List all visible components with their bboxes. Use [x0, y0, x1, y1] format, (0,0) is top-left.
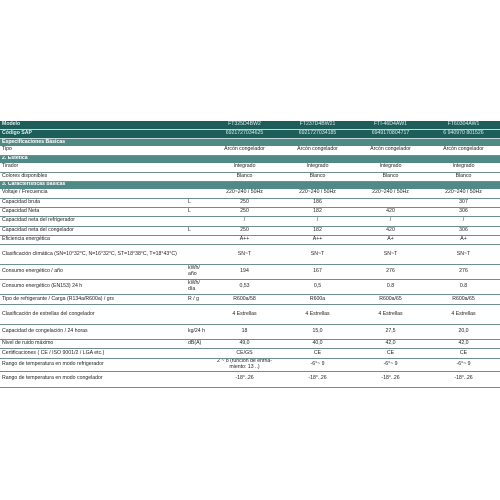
spec-value: 0,5	[313, 283, 322, 290]
spec-value: /	[243, 217, 246, 224]
spec-value: -18°..26	[381, 375, 400, 382]
spec-unit	[186, 146, 208, 155]
section-title: Especificaciones Básicas	[0, 139, 500, 147]
spec-value: 306	[459, 226, 468, 233]
spec-value: /	[462, 217, 465, 224]
spec-value: 220~240 / 50Hz	[372, 189, 409, 196]
spec-unit: L	[188, 198, 191, 205]
spec-value: CE	[313, 349, 322, 356]
spec-value: SN~T	[310, 250, 325, 257]
spec-value: 0,53	[239, 283, 250, 290]
spec-label: Clasificación de estrellas del congelador	[2, 310, 95, 317]
spec-value: -6°~ 9	[456, 360, 471, 367]
spec-label: Rango de temperatura en modo congelador	[2, 375, 103, 382]
header-value: FT237D4BW21	[281, 121, 354, 130]
spec-unit	[186, 172, 208, 181]
spec-value: SN~T	[456, 250, 471, 257]
spec-label: Nivel de ruido máximo	[2, 340, 54, 347]
spec-value: 182	[313, 226, 322, 233]
spec-value: 220~240 / 50Hz	[445, 189, 482, 196]
spec-table-body	[0, 121, 500, 387]
spec-value: A+	[460, 236, 467, 243]
spec-unit	[186, 305, 208, 325]
spec-value: 186	[313, 198, 322, 205]
spec-row	[0, 280, 500, 295]
spec-value: 220~240 / 50Hz	[226, 189, 263, 196]
spec-value: 167	[313, 268, 322, 275]
spec-unit	[186, 217, 208, 226]
spec-value: 4 Estrellas	[305, 310, 330, 317]
spec-value: 42,0	[458, 340, 469, 347]
spec-value: Arcón congelador	[224, 146, 265, 153]
spec-value: 42,0	[385, 340, 396, 347]
spec-value: 0.8	[459, 283, 468, 290]
spec-value: 49,0	[239, 340, 250, 347]
spec-value: A++	[312, 236, 323, 243]
spec-label: Capacidad Neta	[2, 208, 40, 215]
spec-value: A+	[387, 236, 394, 243]
spec-unit: kWh/ día	[188, 280, 200, 293]
section-header	[0, 181, 500, 189]
spec-label: Voltaje / Frecuencia	[2, 189, 48, 196]
spec-row	[0, 217, 500, 226]
spec-label: Capacidad neta del refrigerador	[2, 217, 75, 224]
spec-row	[0, 371, 500, 387]
spec-value: CE/GS	[236, 349, 253, 356]
spec-value: -18°..26	[235, 375, 254, 382]
spec-value: 250	[240, 226, 249, 233]
spec-value: Integrado	[452, 163, 475, 170]
spec-value: SN~T	[237, 250, 252, 257]
spec-label: Certificaciones ( CE / ISO 9001/2 / LGA etc.)	[2, 349, 105, 356]
spec-label: Capacidad bruta	[2, 198, 41, 205]
spec-value: 276	[459, 268, 468, 275]
spec-label: Capacidad neta del congelador	[2, 226, 74, 233]
header-row	[0, 121, 500, 130]
spec-value: 220~240 / 50Hz	[299, 189, 336, 196]
spec-value: CE	[459, 349, 468, 356]
spec-row	[0, 265, 500, 280]
spec-value: 4 Estrellas	[451, 310, 476, 317]
spec-value: CE	[386, 349, 395, 356]
spec-value: R600a/65	[379, 295, 402, 302]
spec-unit	[186, 163, 208, 172]
spec-value: Integrado	[379, 163, 402, 170]
spec-row	[0, 226, 500, 235]
spec-value: 40,0	[312, 340, 323, 347]
spec-value: /	[316, 217, 319, 224]
spec-value: Integrado	[233, 163, 256, 170]
spec-row	[0, 295, 500, 305]
spec-row	[0, 198, 500, 207]
spec-unit	[186, 371, 208, 387]
spec-unit: L	[188, 226, 191, 233]
spec-unit	[186, 235, 208, 244]
spec-row	[0, 146, 500, 155]
spec-value: 420	[386, 208, 395, 215]
header-value: 6921727034185	[281, 130, 354, 139]
spec-unit: kWh/ año	[188, 265, 200, 278]
spec-value: 250	[240, 198, 249, 205]
spec-value: 20,0	[458, 328, 469, 335]
spec-value: 182	[313, 208, 322, 215]
spec-value: /	[389, 217, 392, 224]
spec-row	[0, 305, 500, 325]
spec-value: Blanco	[455, 172, 472, 179]
section-header	[0, 139, 500, 147]
spec-value: 27,5	[385, 328, 396, 335]
spec-row	[0, 245, 500, 265]
section-header	[0, 155, 500, 163]
spec-label: Tipo de refrigerante / Carga (R134a/R600a) / grs	[2, 295, 114, 302]
section-title: 2. Estética	[0, 155, 500, 163]
spec-unit	[186, 358, 208, 371]
header-label: Modelo	[0, 121, 208, 130]
spec-row	[0, 340, 500, 349]
spec-row	[0, 207, 500, 216]
spec-value: 276	[386, 268, 395, 275]
spec-unit	[186, 189, 208, 198]
spec-value: -18°..26	[454, 375, 473, 382]
header-label: Código SAP	[0, 130, 208, 139]
spec-label: Tipo	[2, 146, 12, 153]
spec-label: Tirador	[2, 163, 19, 170]
spec-unit: kg/24 h	[188, 328, 206, 335]
spec-row	[0, 349, 500, 358]
spec-value: 2 ~ 8 (función de enfria-miento: 13 ..)	[217, 358, 272, 370]
spec-unit: L	[188, 208, 191, 215]
spec-value: 420	[386, 226, 395, 233]
spec-value: 4 Estrellas	[378, 310, 403, 317]
spec-value: 250	[240, 208, 249, 215]
spec-label: Consumo energético (EN153) 24 h	[2, 283, 83, 290]
spec-label: Rango de temperatura en modo refrigerador	[2, 360, 104, 367]
spec-value: 4 Estrellas	[232, 310, 257, 317]
spec-row	[0, 358, 500, 371]
spec-value: Integrado	[306, 163, 329, 170]
spec-unit	[186, 349, 208, 358]
header-value: 6921727034625	[208, 130, 281, 139]
spec-row	[0, 172, 500, 181]
spec-label: Colores disponibles	[2, 172, 48, 179]
header-value: FTI-46D4AW1	[354, 121, 427, 130]
spec-label: Eficiencia energética	[2, 236, 50, 243]
spec-value: SN~T	[383, 250, 398, 257]
spec-value: 307	[459, 198, 468, 205]
header-value: FT325D4BW2	[208, 121, 281, 130]
spec-value: Arcón congelador	[443, 146, 484, 153]
spec-unit: R / g	[188, 295, 199, 302]
header-row	[0, 130, 500, 139]
spec-row	[0, 189, 500, 198]
spec-value: Arcón congelador	[297, 146, 338, 153]
spec-value: A++	[239, 236, 250, 243]
spec-row	[0, 235, 500, 244]
spec-unit	[186, 245, 208, 265]
spec-value: 194	[240, 268, 249, 275]
spec-label: Clasificación climática (SN=10°32°C, N=16°32°C, ST=18°38°C, T=18°43°C)	[2, 250, 177, 257]
spec-label: Consumo energético / año	[2, 268, 63, 275]
spec-value: R600a	[309, 295, 326, 302]
spec-row	[0, 163, 500, 172]
spec-value: Blanco	[382, 172, 399, 179]
spec-value	[354, 198, 427, 207]
spec-value: Arcón congelador	[370, 146, 411, 153]
spec-value: 0.8	[386, 283, 395, 290]
spec-value: 306	[459, 208, 468, 215]
header-value: FT60304AW1	[427, 121, 500, 130]
spec-value: 15,0	[312, 328, 323, 335]
header-value: 6949170804717	[354, 130, 427, 139]
spec-value: 18	[241, 328, 248, 335]
spec-label: Capacidad de congelación / 24 horas	[2, 328, 88, 335]
spec-unit: dB(A)	[188, 340, 202, 347]
spec-sheet	[0, 121, 500, 388]
spec-row	[0, 325, 500, 340]
spec-value: Blanco	[236, 172, 253, 179]
spec-value: Blanco	[309, 172, 326, 179]
spec-value: -18°..26	[308, 375, 327, 382]
spec-table	[0, 121, 500, 388]
spec-value: R600a/58	[233, 295, 256, 302]
spec-value: R600a/65	[452, 295, 475, 302]
spec-value: -6°~ 9	[383, 360, 398, 367]
section-title: 3. Características básicas	[0, 181, 500, 189]
header-value: 6 940970 801526	[427, 130, 500, 139]
spec-value: -6°~ 9	[310, 360, 325, 367]
